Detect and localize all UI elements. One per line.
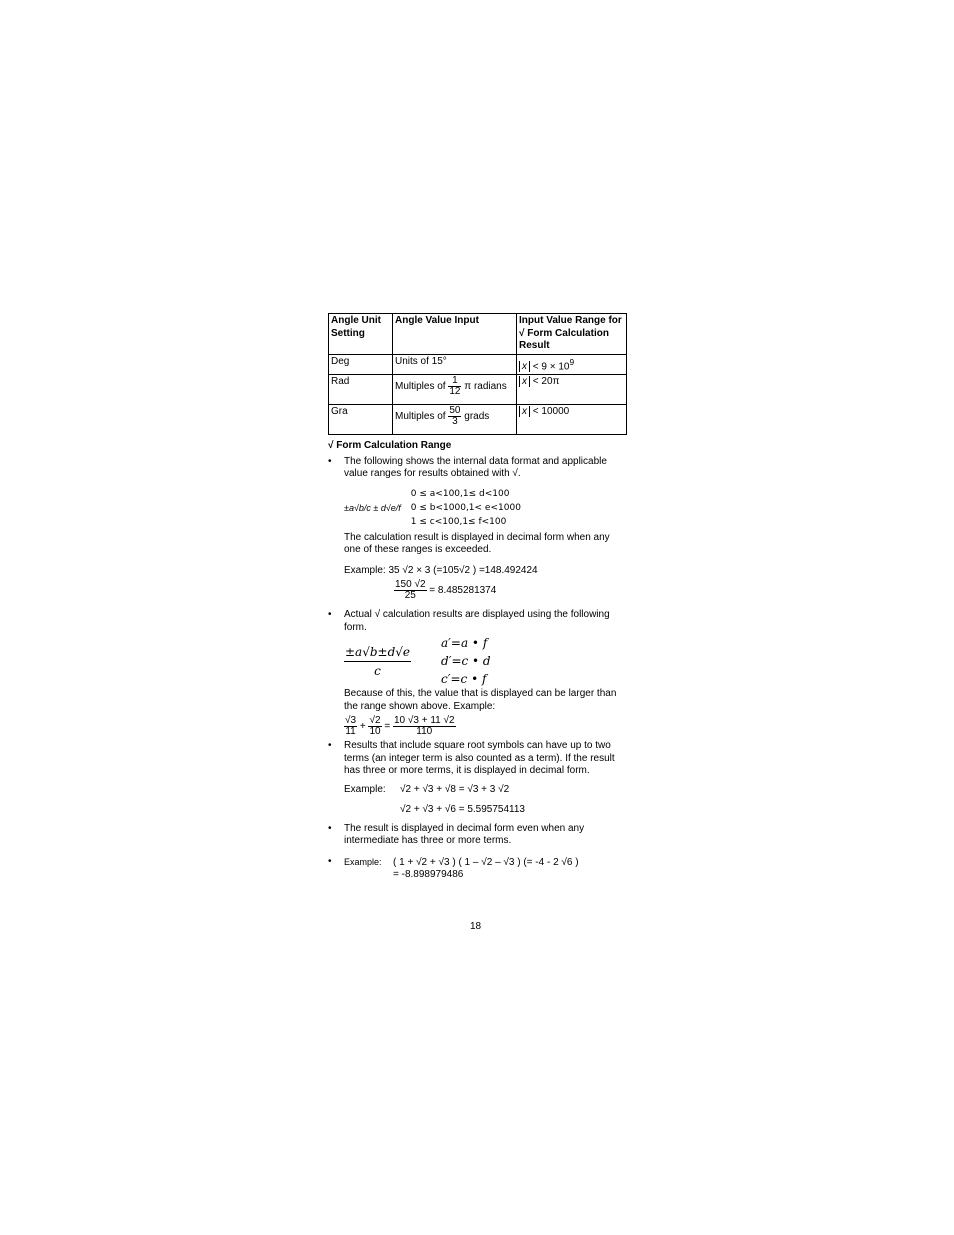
exceed-note: The calculation result is displayed in decimal form when any one of these ranges is exceeded. — [344, 531, 610, 556]
example-5: • Example: ( 1 + √2 + √3 ) ( 1 – √2 – √3 ) (= -4 - 2 √6 ) — [328, 856, 628, 870]
example-3: $\frac{√3}{11}$ + $\frac{√2}{10}$ = $\frac{10 √3 + 11 √2}{110}$ — [345, 715, 455, 738]
fraction: $\frac{50}{3}$ — [449, 405, 461, 428]
bullet-internal-format: • The following shows the internal data format and applicable value ranges for results obtained with √. — [328, 456, 628, 481]
because-note: Because of this, the value that is displayed can be larger than the range shown above. Example: — [344, 688, 617, 712]
section-heading: √ Form Calculation Range — [328, 440, 452, 452]
abs-x: x — [519, 361, 530, 372]
example-2: $\frac{150 √2}{25}$ = 8.485281374 — [395, 579, 497, 602]
example-1: Example: 35 √2 × 3 (=105√2 ) =148.492424 — [344, 564, 538, 576]
row-rad-range: x < 20π — [517, 375, 627, 405]
row-rad-input: Multiples of $\frac{1}{12}$ π radians — [393, 375, 517, 405]
row-rad-unit: Rad — [329, 375, 393, 405]
form-relations: a′=a • f d′=c • d c′=c • f — [441, 636, 491, 687]
formula-internal: ±a√b/c ± d√e/f — [344, 502, 401, 513]
manual-page — [328, 313, 628, 882]
sqrt-icon: √ — [328, 440, 334, 452]
page-number: 18 — [470, 921, 482, 932]
bullet-intermediate: • The result is displayed in decimal form even when any intermediate has three or more terms. — [328, 823, 628, 848]
header-angle-input: Angle Value Input — [393, 314, 517, 355]
angle-range-table — [328, 313, 627, 435]
row-gra-unit: Gra — [329, 405, 393, 435]
row-deg-range: $x < 9 \times 10^9$ — [517, 354, 627, 375]
form-fraction: $\frac{\pm a√b\pm d√e}{c}$ — [345, 644, 411, 678]
display-form — [328, 634, 628, 688]
bullet-two-terms: • Results that include square root symbols can have up to two terms (an integer term is also counted as a term). If the result has three or more terms, it is displayed in decimal form. — [328, 740, 628, 778]
fraction: $\frac{1}{12}$ — [449, 375, 461, 398]
range-block — [328, 487, 628, 529]
header-angle-unit: Angle Unit Setting — [329, 314, 393, 355]
range-list: 0 ≤ a<100,1≤ d<100 0 ≤ b<1000,1< e<1000 1 ≤ c<100,1≤ f<100 — [410, 488, 521, 527]
example-5-line-2: = -8.898979486 — [393, 869, 464, 881]
row-gra-range: x < 10000 — [517, 405, 627, 435]
row-gra-input: Multiples of $\frac{50}{3}$ grads — [393, 405, 517, 435]
bullet-actual-form: • Actual √ calculation results are displayed using the following form. — [328, 609, 628, 634]
header-input-range: Input Value Range for √ Form Calculation Result — [517, 314, 627, 355]
row-deg-input: Units of 15° — [393, 354, 517, 375]
row-deg-unit: Deg — [329, 354, 393, 375]
example-4: Example: √2 + √3 + √8 = √3 + 3 √2 — [344, 783, 510, 795]
example-4-line-2: √2 + √3 + √6 = 5.595754113 — [400, 804, 525, 816]
